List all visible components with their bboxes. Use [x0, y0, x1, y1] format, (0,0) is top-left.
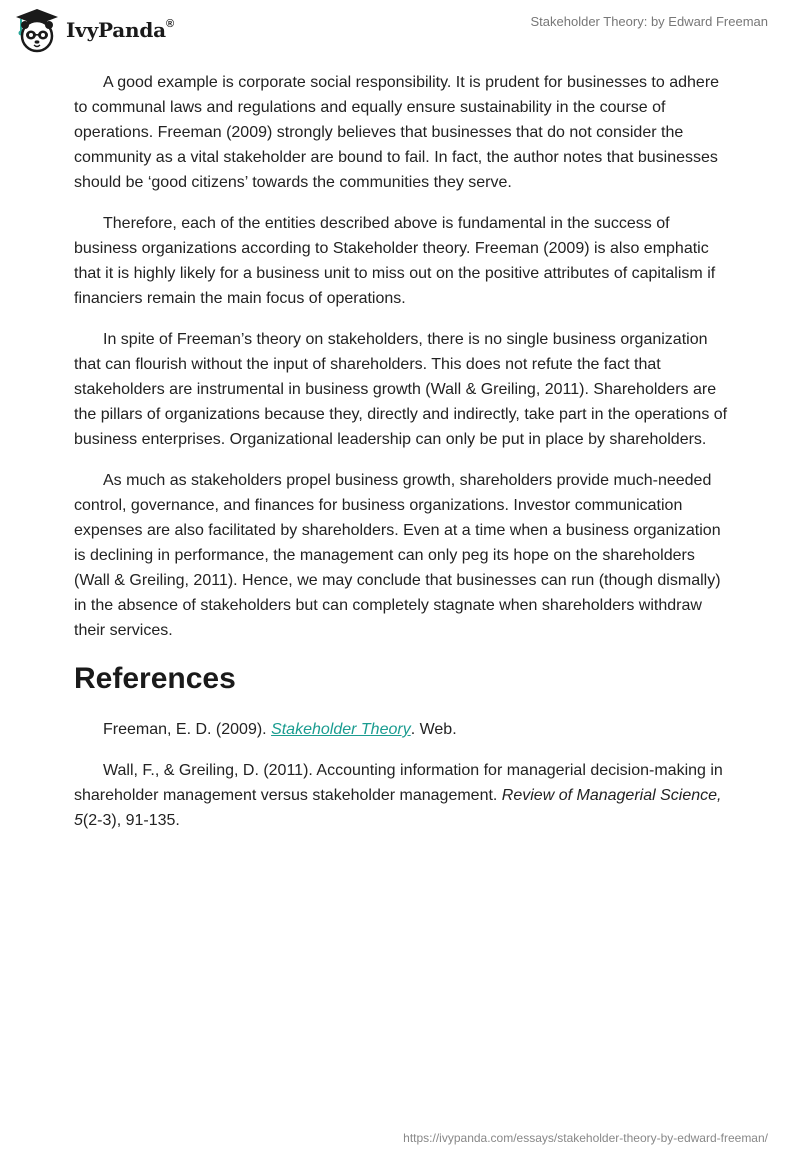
- reference-entry: [74, 717, 734, 742]
- page-header: [0, 0, 800, 64]
- essay-content: [74, 70, 734, 849]
- references-heading: References: [74, 662, 236, 695]
- body-paragraph: Therefore, each of the entities described above is fundamental in the success of business organizations according to Stakeholder theory. Freeman (2009) is also emphatic that it is highly likely for a business unit to miss out on the positive attributes of capitalism if financiers remain the main focus of operations.: [74, 215, 716, 307]
- reference-entry: [74, 758, 734, 833]
- reference-link[interactable]: Stakeholder Theory: [271, 721, 411, 738]
- ivypanda-logo[interactable]: [14, 7, 174, 53]
- body-paragraph: In spite of Freeman’s theory on stakeholders, there is no single business organization that can flourish without the input of shareholders. This does not refute the fact that stakeholders are instrumental in business growth (Wall & Greiling, 2011). Shareholders are the pillars of organizations because they, directly and indirectly, take part in the operations of business enterprises. Organizational leadership can only be put in place by shareholders.: [74, 331, 728, 448]
- footer-url[interactable]: https://ivypanda.com/essays/stakeholder-theory-by-edward-freeman/: [403, 1131, 768, 1145]
- journal-title: Review of Managerial Science, 5: [74, 787, 722, 829]
- reference-text: Wall, F., & Greiling, D. (2011). Accounting information for managerial decision-making in shareholder management versus stakeholder management.: [74, 762, 723, 804]
- reference-text: Freeman, E. D. (2009).: [103, 721, 272, 738]
- brand-name: IvyPanda®: [66, 18, 174, 42]
- body-paragraph: As much as stakeholders propel business growth, shareholders provide much-needed control, governance, and finances for business organizations. Investor communication expenses are also facilitated by shareholders. Even at a time when a business organization is declining in performance, the management can only peg its hope on the shareholders (Wall & Greiling, 2011). Hence, we may conclude that businesses can run (though dismally) in the absence of stakeholders but can completely stagnate when shareholders withdraw their services.: [74, 472, 721, 639]
- running-title: Stakeholder Theory: by Edward Freeman: [530, 14, 768, 29]
- panda-icon: [14, 7, 60, 53]
- reference-text: (2-3), 91-135.: [82, 812, 180, 829]
- reference-text: . Web.: [410, 721, 457, 738]
- body-paragraph: A good example is corporate social responsibility. It is prudent for businesses to adhere to communal laws and regulations and equally ensure sustainability in the course of operations. Freeman (2009) strongly believes that businesses that do not consider the community as a vital stakeholder are bound to fail. In fact, the author notes that businesses should be ‘good citizens’ towards the communities they serve.: [74, 74, 720, 191]
